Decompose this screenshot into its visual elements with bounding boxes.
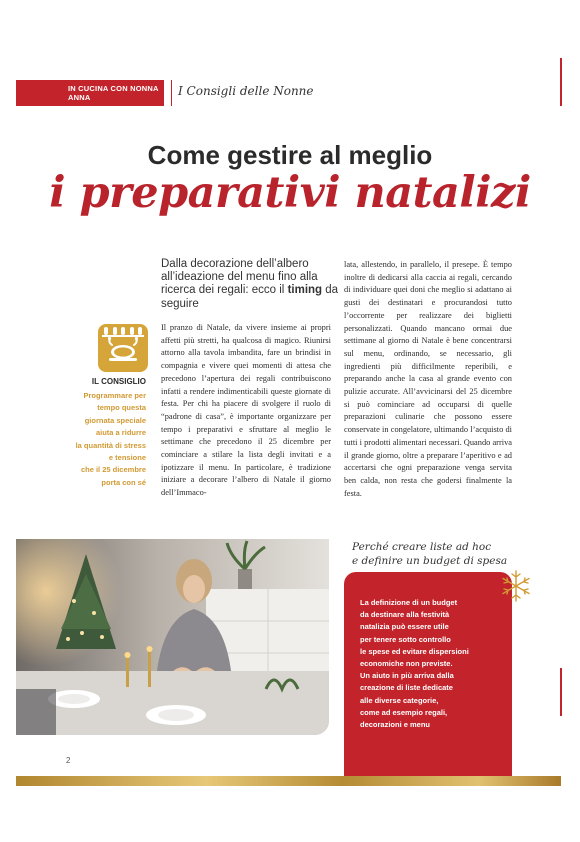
- tip-line: la quantità di stress: [75, 440, 146, 450]
- tip-text: [20, 390, 146, 489]
- tip-line: Programmare per: [83, 391, 146, 400]
- section-label: [16, 80, 164, 106]
- title-line-1: Come gestire al meglio: [147, 140, 433, 170]
- budget-line: le spese ed evitare dispersioni: [360, 646, 469, 656]
- right-edge-rule-bottom: [560, 668, 562, 716]
- budget-line: La definizione di un budget: [360, 598, 458, 607]
- tip-line: porta con sé: [101, 477, 146, 487]
- budget-line: per tenere sotto controllo: [360, 634, 451, 644]
- lead-part-1: Dalla decorazione dell’albero all’ideazione del menu fino alla ricerca dei regali: ecco il: [161, 258, 318, 297]
- column-name: I Consigli delle Nonne: [178, 84, 314, 98]
- lead-bold: timing: [287, 284, 323, 297]
- snowflake-icon: [498, 568, 534, 604]
- body-column-1: Il pranzo di Natale, da vivere insieme ai propri affetti più stretti, ha qualcosa di magico. Riunirsi attorno alla tavola imbandita, fare un brindisi in compagnia e vivere quei momenti di attesa che precedono l’apertura dei regali contribuiscono infatti a rendere indimenticabili queste giornate di festa. Per chi ha piacere di svolgere il ruolo di “padrone di casa”, è importante organizzare per tempo i preparativi e sfruttare al meglio le settimane che precedono il 25 dicembre per cominciare a stilare la lista degli invitati e a ipotizzare il menu. In particolare, è tradizione iniziare a decorare l’albero di Natale il giorno dell’Immaco-: [161, 323, 331, 498]
- lead-part-2: da seguire: [161, 284, 339, 310]
- calendar-roast-turkey-icon: [98, 324, 148, 372]
- budget-line: come ad esempio regali,: [360, 707, 448, 717]
- budget-line: Un aiuto in più arriva dalla: [360, 671, 454, 681]
- tip-line: giornata speciale: [84, 415, 146, 425]
- body-column-2: lata, allestendo, in parallelo, il presepe. È tempo inoltre di dedicarsi alla caccia ai regali, cercando di individuare quei doni che meglio si adattano ai gusti dei destinatari e procurandosi tutto l’occorrente per realizzare dei biglietti personalizzati. Quando mancano ormai due settimane al giorno di Natale è bene concentrarsi sul menu, ordinando, se necessario, gli ingredienti più difficilmente reperibili, e preparando anche la casa al grande evento con pulizie accurate. All’avvicinarsi del 25 dicembre si può cominciare ad occuparsi di quelle preparazioni culinarie che possono essere conservate in congelatore, ultimando l’acquisto di tutti i prodotti alimentari necessari. Quando arriva il grande giorno, oltre a preparare l’aperitivo e ad accertarsi che ogni preparazione venga servita ben calda, non resta che godersi finalmente la festa.: [344, 260, 512, 498]
- tip-label: IL CONSIGLIO: [91, 377, 146, 386]
- budget-line: da destinare alla festività: [360, 610, 450, 620]
- budget-line: natalizia può essere utile: [360, 622, 449, 632]
- tip-line: che il 25 dicembre: [80, 465, 146, 475]
- budget-line: creazione di liste dedicate: [360, 683, 453, 693]
- box-title: [352, 540, 552, 568]
- title-line-2: i preparativi natalizi: [49, 168, 531, 218]
- right-edge-rule-top: [560, 58, 562, 106]
- lead-paragraph: [161, 258, 339, 311]
- budget-line: decorazioni e menu: [360, 720, 431, 730]
- budget-box-text: [360, 597, 510, 731]
- tip-line: tempo questa: [97, 403, 146, 413]
- woman-setting-christmas-table-photo: [16, 539, 329, 735]
- budget-line: economiche non previste.: [360, 659, 453, 669]
- box-title-line: Perché creare liste ad hoc: [352, 541, 492, 553]
- bottom-gold-stripe: [16, 776, 561, 786]
- section-label-text: IN CUCINA CON NONNA ANNA: [68, 84, 159, 102]
- tip-line: e tensione: [108, 453, 146, 463]
- budget-line: alle diverse categorie,: [360, 695, 439, 705]
- box-title-line: e definire un budget di spesa: [352, 555, 508, 567]
- page-number: 2: [66, 756, 71, 765]
- header-divider: [171, 80, 172, 106]
- tip-line: aiuta a ridurre: [95, 428, 146, 438]
